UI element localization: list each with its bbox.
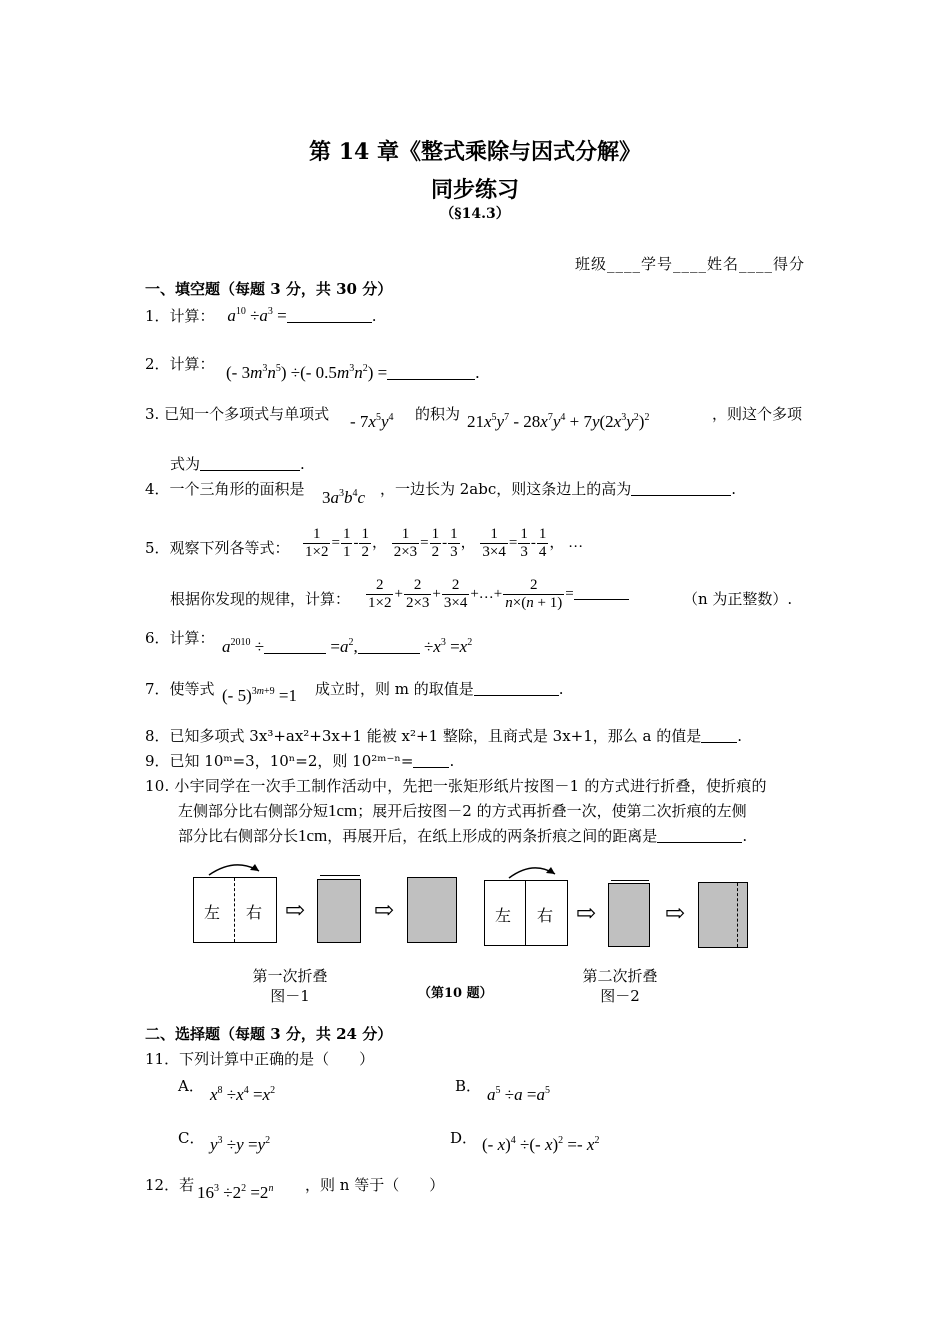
q5-line2: 根据你发现的规律，计算： [170,590,351,608]
question-6: 6．计算： [145,629,215,647]
paper-edge [320,875,360,879]
q12-post: ，则 n 等于（ ） [305,1176,445,1194]
question-11: 11．下列计算中正确的是（ ） [145,1050,375,1068]
question-1: 1．计算： $a^{10} \div a^3$ = . [145,306,377,325]
q7-post: 成立时，则 m 的取值是 . [315,680,564,698]
question-9: 9．已知 10ᵐ=3，10ⁿ=2，则 10²ᵐ⁻ⁿ= . [145,752,455,770]
paper-result-1 [407,877,457,943]
question-5: 5．观察下列各等式： [145,539,290,557]
arrow-icon: ⇨ [374,896,395,924]
q4-area: $3a^3b^4c$ [322,488,366,507]
paper-unfolded-1 [193,877,277,943]
section-reference: （§14.3） [440,206,510,222]
question-7: 7．使等式 [145,680,215,698]
q5-line2-post: （n 为正整数）. [683,590,793,608]
q3-mid-text: 的积为 [415,405,461,423]
paper-folded-2 [608,883,650,947]
q4-post: ，一边长为 2abc，则这条边上的高为 . [380,480,737,498]
question-4: 4．一个三角形的面积是 [145,480,305,498]
option-c-label: C． [178,1129,205,1147]
q3-monomial: - $7x^5y^4$ [350,412,394,431]
option-d-label: D． [450,1129,478,1147]
left-label: 左 [495,906,512,925]
fold-line [234,878,235,942]
q10-line2: 左侧部分比右侧部分短1cm；展开后按图－2 的方式再折叠一次，使第二次折痕的左侧 [178,801,747,820]
question-2-expr: (- $3m^3n^5$) ÷(- $0.5m^3n^2$) = . [226,363,480,382]
question-8: 8．已知多项式 3x³+ax²+3x+1 能被 x²+1 整除，且商式是 3x+1，那么 a 的值是 . [145,727,743,745]
q6-expr: $a^{2010} \div =a^2$, $\div x^3 =x^2$ [222,637,473,656]
option-a-label: A． [178,1077,204,1095]
page-title: 第 14 章《整式乘除与因式分解》 [309,139,641,165]
q3-post-text: ，则这个多项 [712,405,803,423]
q3-line2: 式为 . [170,455,305,473]
q5-equalities: $\frac{1}{1\times 2}$ = $\frac{1}{1}$ - $\frac{1}{2}$ ， $\frac{1}{2\times 3}$ = $\frac{1}{2}$ - $\frac{1}{3}$ ， $\frac{1}{3\times 4}$ = $\frac{1}{3}$ - $\frac{1}{4}$ ， … [305,526,584,560]
crease-line [525,881,526,945]
student-info-line: 班级____学号____姓名____得分 [574,255,805,273]
fold-line [737,883,738,947]
option-d-expr: (- x)$^4$ ÷(- $x)^2 =- x^2$ [482,1135,600,1154]
option-b-expr: $a^5 \div a =a^5$ [487,1085,550,1104]
question-2: 2．计算： [145,355,215,373]
figure-caption-center: （第10 题） [418,986,493,1001]
question-3: 3. 已知一个多项式与单项式 [145,405,330,423]
page-subtitle: 同步练习 [430,177,519,203]
paper-unfolded-2 [484,880,568,946]
figure1-caption: 第一次折叠 图－1 [252,967,328,1005]
figure2-caption: 第二次折叠 图－2 [582,967,658,1005]
fold-arrow-icon [505,858,561,882]
arrow-icon: ⇨ [665,899,686,927]
q12-expr: $16^3 \div 2^2 =2^n$ [197,1183,274,1202]
q7-expr: (- 5)$^{3m+9}$ =1 [222,686,297,705]
q3-product: $21x^5y^7 - 28x^7y^4 + 7y(2x^3y^2)^2$ [467,412,650,431]
q5-sum: $\frac{2}{1\times 2}$ + $\frac{2}{2\times 3}$ + $\frac{2}{3\times 4}$ +…+ $\frac{2}{n\times(n + 1)}$ = [365,577,629,612]
arrow-icon: ⇨ [285,896,306,924]
q10-line3: 部分比右侧部分长1cm，再展开后，在纸上形成的两条折痕之间的距离是 . [178,826,748,845]
option-c-expr: $y^3 \div y =y^2$ [210,1135,271,1154]
section2-heading: 二、选择题（每题 3 分，共 24 分） [145,1025,393,1043]
arrow-icon: ⇨ [576,899,597,927]
paper-folded-1 [317,879,361,943]
option-b-label: B． [455,1077,482,1095]
left-label: 左 [204,903,221,922]
section1-heading: 一、填空题（每题 3 分，共 30 分） [145,280,393,298]
paper-result-2 [698,882,748,948]
right-label: 右 [537,906,554,925]
fold-arrow-icon [205,855,265,879]
paper-edge [611,880,649,884]
right-label: 右 [246,903,263,922]
option-a-expr: $x^8 \div x^4 =x^2$ [210,1085,276,1104]
question-10: 10. 小宇同学在一次手工制作活动中，先把一张矩形纸片按图－1 的方式进行折叠，使折痕的 [145,777,767,795]
question-12: 12．若 [145,1176,195,1194]
